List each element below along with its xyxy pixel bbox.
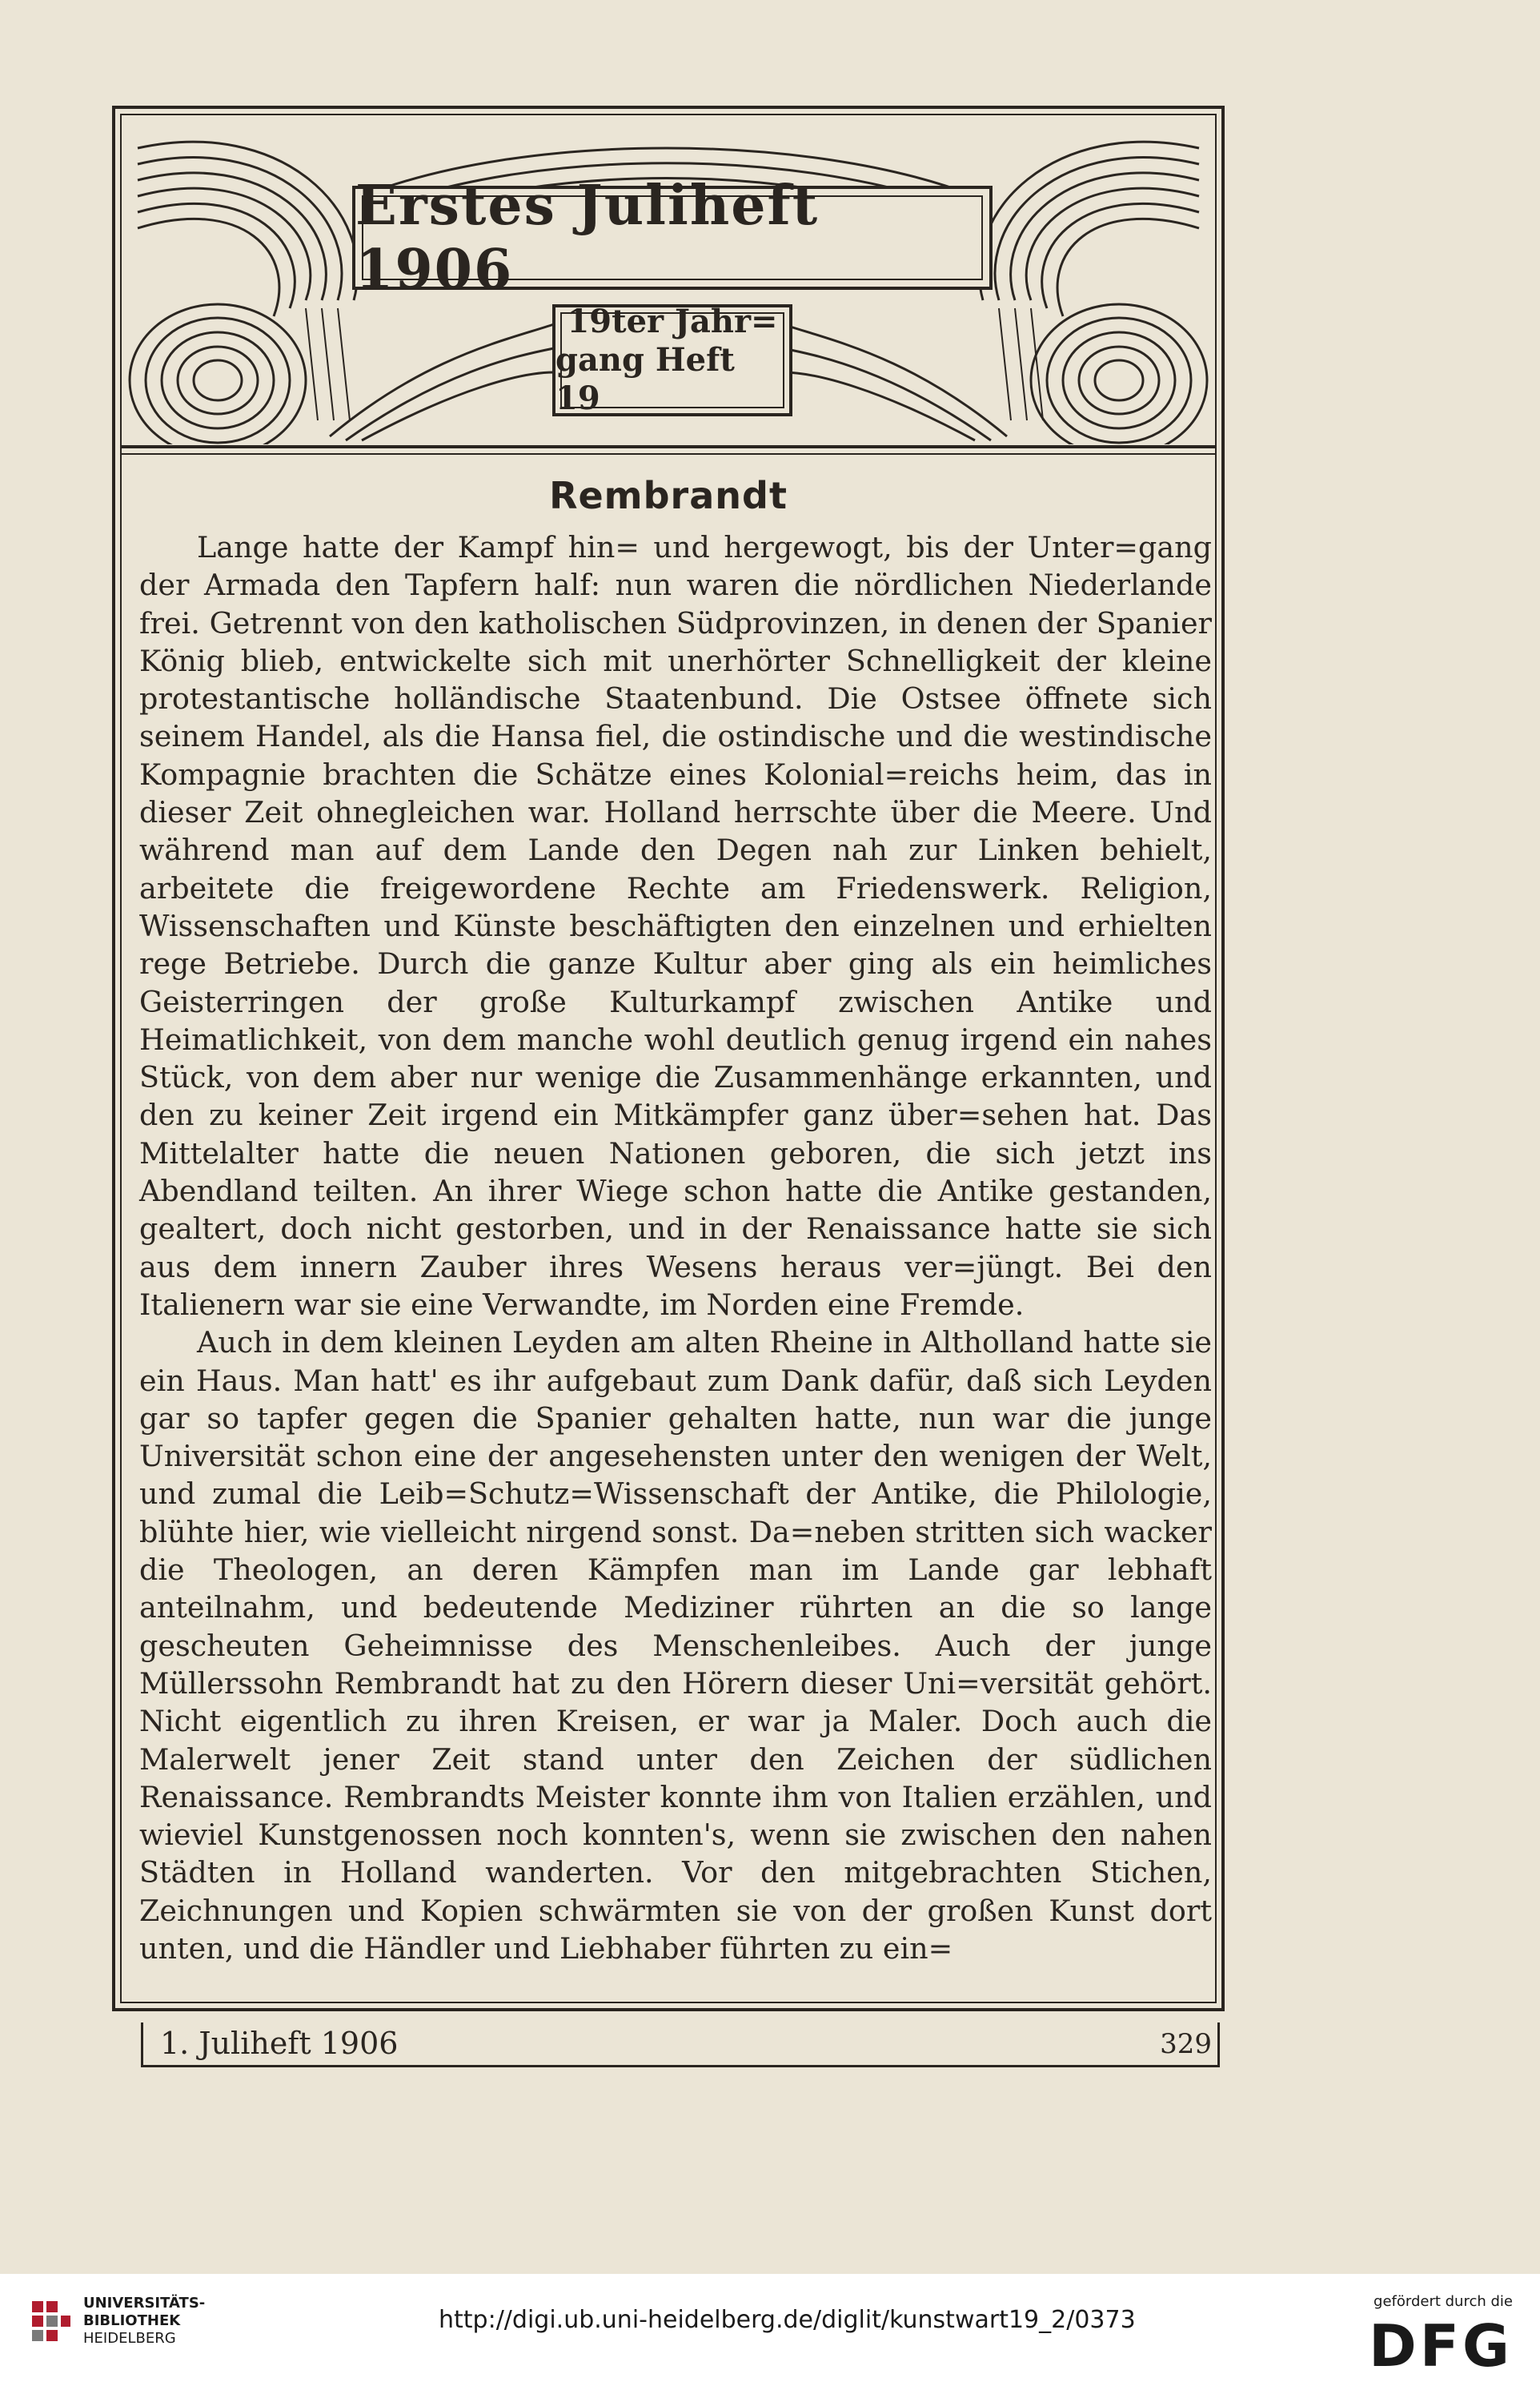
library-name: [83, 2295, 205, 2348]
footer-issue: 1. Juliheft 1906: [160, 2026, 399, 2061]
volume-line: 19ter Jahr=: [567, 303, 778, 340]
library-name-line: UNIVERSITÄTS-: [83, 2295, 206, 2312]
page-number: 329: [1160, 2028, 1212, 2060]
article-body: [139, 528, 1212, 1967]
header-divider-thin: [122, 453, 1215, 455]
issue-title: Erstes Juliheft 1906: [355, 174, 820, 302]
article-title: Rembrandt: [549, 474, 788, 517]
paragraph: Lange hatte der Kampf hin= und hergewogt, bis der Unter=gang der Armada den Tapfern half: nun waren die nördlichen Niederlande frei. Getrennt von den katholischen Südprovinzen, in denen der Spanier König blieb, entwickelte sich mit unerhörter Schnelligkeit der kleine protestantische holländische Staatenbund. Die Ostsee öffnete sich seinem Handel, als die Hansa fiel, die ostindische und die westindische Kompagnie brachten die Schätze eines Kolonial=reichs heim, das in dieser Zeit ohnegleichen war. Holland herrschte über die Meere. Und während man auf dem Lande den Degen nah zur Linken behielt, arbeitete die freigewordene Rechte am Friedenswerk. Religion, Wissenschaften und Künste beschäftigten den einzelnen und erhielten rege Betriebe. Durch die ganze Kultur aber ging als ein heimliches Geisterringen der große Kulturkampf zwischen Antike und Heimatlichkeit, von dem manche wohl deutlich genug irgend ein nahes Stück, von dem aber nur wenige die Zusammenhänge erkannten, und den zu keiner Zeit irgend ein Mitkämpfer ganz über=sehen hat. Das Mittelalter hatte die neuen Nationen geboren, die sich jetzt ins Abendland teilten. An ihrer Wiege schon hatte die Antike gestanden, gealtert, doch nicht gestorben, und in der Renaissance hatte sie sich aus dem innern Zauber ihres Wesens heraus ver=jüngt. Bei den Italienern war sie eine Verwandte, im Norden eine Fremde.: [139, 530, 1212, 1322]
paragraph: Auch in dem kleinen Leyden am alten Rheine in Altholland hatte sie ein Haus. Man hatt' es ihr aufgebaut zum Dank dafür, daß sich Leyden gar so tapfer gegen die Spanier gehalten hatte, nun war die junge Universität schon eine der angesehensten unter den wenigen der Welt, und zumal die Leib=Schutz=Wissenschaft der Antike, die Philologie, blühte hier, wie vielleicht nirgend sonst. Da=neben stritten sich wacker die Theologen, an deren Kämpfen man im Lande gar lebhaft anteilnahm, und bedeutende Mediziner rührten an die so lange gescheuten Geheimnisse des Menschenleibes. Auch der junge Müllerssohn Rembrandt hat zu den Hörern dieser Uni=versität gehört. Nicht eigentlich zu ihren Kreisen, er war ja Maler. Doch auch die Malerwelt jener Zeit stand unter den Zeichen der südlichen Renaissance. Rembrandts Meister konnte ihm von Italien erzählen, und wieviel Kunstgenossen noch konnten's, wenn sie zwischen den nahen Städten in Holland wanderten. Vor den mitgebrachten Stichen, Zeichnungen und Kopien schwärmten sie von der großen Kunst dort unten, und die Händler und Liebhaber führten zu ein=: [139, 1325, 1212, 1966]
issue-line: gang Heft 19: [555, 341, 735, 417]
library-name-line: HEIDELBERG: [83, 2330, 176, 2347]
issue-title-plate: [352, 174, 993, 302]
funding-label: gefördert durch die: [1374, 2293, 1513, 2310]
university-library-logo-icon: [29, 2296, 74, 2354]
dfg-logo: DFG: [1368, 2312, 1513, 2380]
volume-issue-plate: [552, 304, 792, 416]
library-name-line: BIBLIOTHEK: [83, 2312, 181, 2329]
header-divider: [122, 445, 1215, 448]
digitization-url-link[interactable]: http://digi.ub.uni-heidelberg.de/diglit/kunstwart19_2/0373: [439, 2306, 1136, 2334]
digitization-banner: [0, 2274, 1540, 2394]
